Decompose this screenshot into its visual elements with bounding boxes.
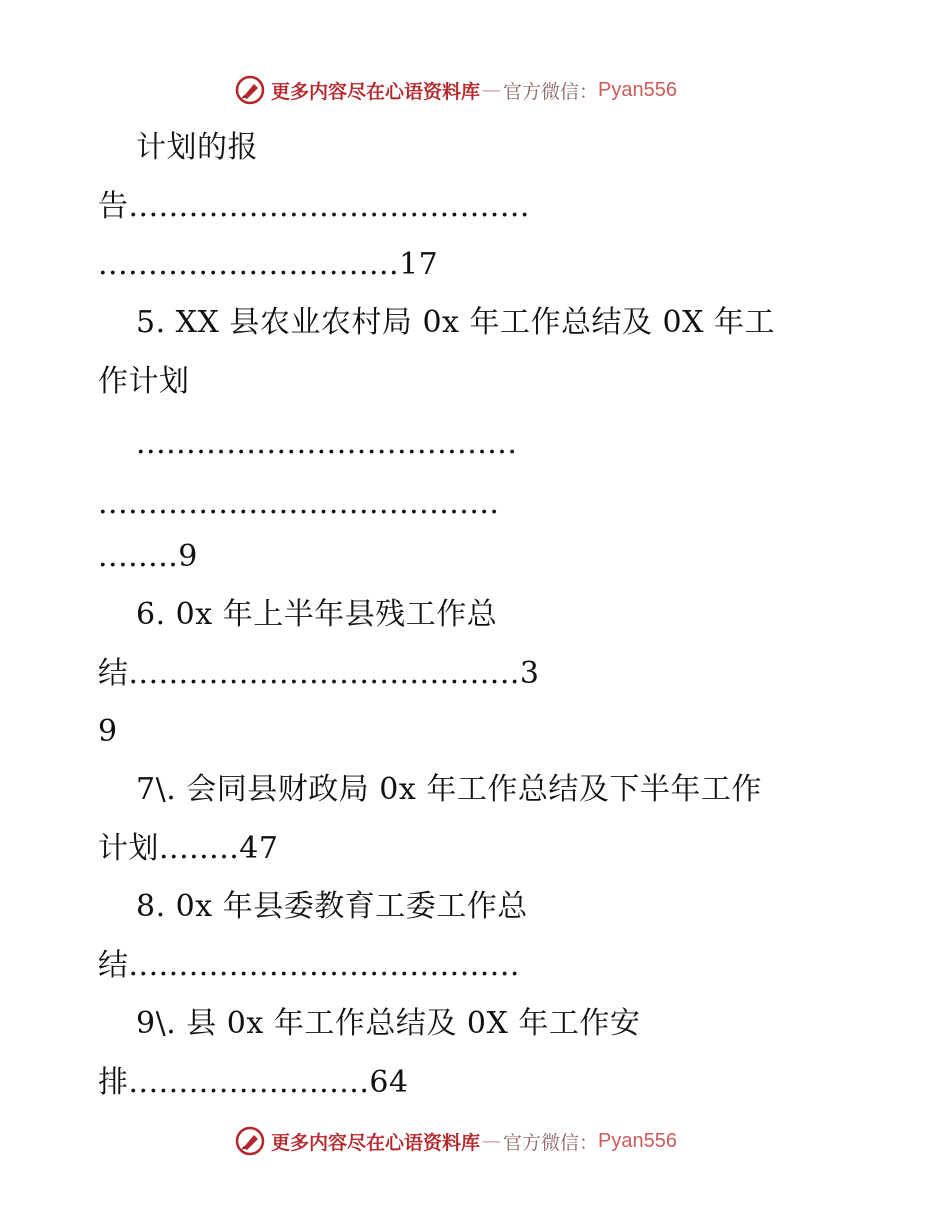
footer-wechat-label: 官方微信： bbox=[503, 1131, 599, 1154]
footer-banner bbox=[235, 1124, 677, 1158]
toc-line: 计划........47 bbox=[98, 831, 279, 866]
header-wechat-label: 官方微信： bbox=[503, 80, 599, 103]
footer-wechat-id: Pyan556 bbox=[598, 1129, 677, 1152]
toc-line: 7\. 会同县财政局 0x 年工作总结及下半年工作 bbox=[136, 772, 762, 807]
header-wechat-id: Pyan556 bbox=[598, 78, 677, 101]
toc-line: ........9 bbox=[98, 539, 198, 574]
toc-line: 9\. 县 0x 年工作总结及 0X 年工作安 bbox=[136, 1006, 641, 1041]
toc-line: 6. 0x 年上半年县残工作总 bbox=[136, 597, 498, 632]
toc-line: 作计划 bbox=[98, 364, 190, 399]
toc-line: 结.......................................3 bbox=[98, 656, 540, 691]
toc-line: 9 bbox=[98, 714, 118, 749]
toc-line: ........................................ bbox=[98, 486, 500, 521]
toc-line: 排........................64 bbox=[98, 1065, 409, 1100]
toc-line: 计划的报 bbox=[136, 130, 258, 165]
pen-nib-logo-icon bbox=[235, 1126, 265, 1156]
header-site-text: 更多内容尽在心语资料库 bbox=[271, 80, 481, 103]
toc-line: 告........................................ bbox=[98, 189, 530, 224]
toc-line: 5. XX 县农业农村局 0x 年工作总结及 0X 年工 bbox=[136, 305, 776, 340]
toc-line: 结....................................... bbox=[98, 948, 520, 983]
toc-line: ..............................17 bbox=[98, 247, 439, 282]
footer-separator: — bbox=[482, 1130, 502, 1152]
toc-line: ...................................... bbox=[136, 426, 518, 461]
toc-line: 8. 0x 年县委教育工委工作总 bbox=[136, 889, 528, 924]
footer-site-text: 更多内容尽在心语资料库 bbox=[271, 1131, 481, 1154]
header-separator: — bbox=[482, 79, 502, 101]
